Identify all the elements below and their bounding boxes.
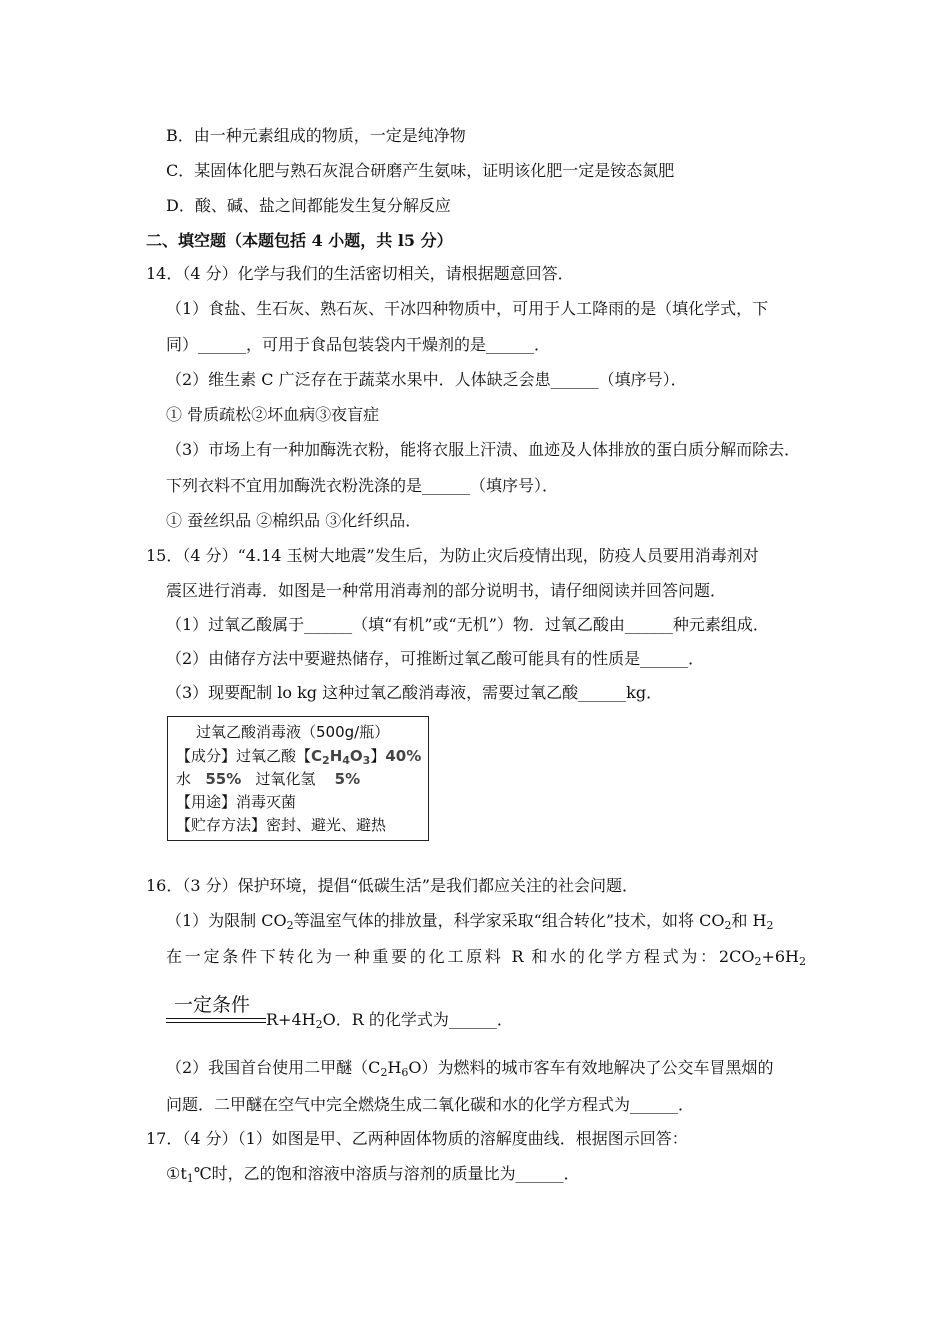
q15-part3: （3）现要配制 lo kg 这种过氧乙酸消毒液，需要过氧乙酸______kg． — [166, 683, 663, 702]
q14-part1-line1: （1）食盐、生石灰、熟石灰、干冰四种物质中，可用于人工降雨的是（填化学式，下 — [166, 299, 769, 318]
ingredient-prefix: 【成分】过氧乙酸【 — [176, 747, 312, 765]
q15-stem-line2: 震区进行消毒．如图是一种常用消毒剂的部分说明书，请仔细阅读并回答问题． — [166, 581, 727, 600]
reaction-condition-arrow — [166, 990, 266, 1024]
option-d: D．酸、碱、盐之间都能发生复分解反应 — [166, 196, 451, 215]
q15-part1: （1）过氧乙酸属于______（填“有机”或“无机”）物．过氧乙酸由______种元素组成． — [166, 615, 769, 634]
h2o2-percent: 5% — [334, 770, 361, 788]
q15-part2: （2）由储存方法中要避热储存，可推断过氧乙酸可能具有的性质是______． — [166, 649, 705, 668]
q14-part2: （2）维生素 C 广泛存在于蔬菜水果中．人体缺乏会患______（填序号）． — [166, 370, 687, 389]
q14-part2-options: ① 骨质疏松②坏血病③夜盲症 — [166, 405, 380, 424]
q15-stem-line1: 15．（4 分）“4.14 玉树大地震”发生后，为防止灾后疫情出现，防疫人员要用消毒剂对 — [146, 546, 759, 565]
condition-text: 一定条件 — [174, 994, 251, 1016]
equals-line-top — [166, 1018, 266, 1019]
ingredient-suffix: 】 — [370, 747, 386, 765]
option-b: B．由一种元素组成的物质，一定是纯净物 — [166, 126, 466, 145]
q14-part3-options: ① 蚕丝织品 ②棉织品 ③化纤织品． — [166, 511, 422, 530]
ingredient-percent: 40% — [385, 747, 422, 765]
label-usage: 【用途】消毒灭菌 — [176, 793, 297, 811]
q16-part2-line1: （2）我国首台使用二甲醚$(C_2H_6O)$为燃料的城市客车有效地解决了公交车冒黑烟的 — [166, 1058, 774, 1079]
q17-stem: 17．（4 分）（1）如图是甲、乙两种固体物质的溶解度曲线．根据图示回答： — [146, 1129, 688, 1148]
label-storage: 【贮存方法】密封、避光、避热 — [176, 816, 387, 834]
q14-part1-line2: 同）______，可用于食品包装袋内干燥剂的是______． — [166, 335, 551, 354]
section-heading: 二、填空题（本题包括 4 小题，共 l5 分） — [146, 231, 453, 250]
q14-stem: 14．（4 分）化学与我们的生活密切相关，请根据题意回答． — [146, 264, 574, 283]
q17-part1: $①t_1℃$时，乙的饱和溶液中溶质与溶剂的质量比为______． — [166, 1164, 580, 1185]
q14-part3-line1: （3）市场上有一种加酶洗衣粉，能将衣服上汗渍、血迹及人体排放的蛋白质分解而除去． — [166, 440, 801, 459]
h2o2-label: 过氧化氢 — [255, 770, 316, 788]
q16-part2-line2: 问题．二甲醚在空气中完全燃烧生成二氧化碳和水的化学方程式为______． — [166, 1095, 695, 1114]
disinfectant-label — [167, 716, 429, 841]
label-ingredient — [176, 746, 421, 766]
q16-part1-line2: 在一定条件下转化为一种重要的化工原料 R 和水的化学方程式为：$2CO_2+6H_2$ — [166, 947, 806, 968]
label-title: 过氧乙酸消毒液（500g/瓶） — [196, 723, 390, 741]
q14-part3-line2: 下列衣料不宜用加酶洗衣粉洗涤的是______（填序号）． — [166, 476, 559, 495]
equals-line-bottom — [166, 1022, 266, 1023]
label-composition — [176, 769, 360, 789]
option-c: C．某固体化肥与熟石灰混合研磨产生氨味，证明该化肥一定是铵态氮肥 — [166, 161, 675, 180]
q16-equation-result: $R+4H_2O$．R 的化学式为______． — [266, 1010, 513, 1031]
water-percent: 55% — [205, 770, 242, 788]
q16-stem: 16．（3 分）保护环境，提倡“低碳生活”是我们都应关注的社会问题． — [146, 876, 638, 895]
formula: $C_2H_4O_3$ — [311, 747, 371, 767]
q16-part1-line1: （1）为限制 $CO_2$等温室气体的排放量，科学家采取“组合转化”技术，如将 $CO_2$和 $H_2$ — [166, 911, 774, 932]
water-label: 水 — [176, 770, 192, 788]
